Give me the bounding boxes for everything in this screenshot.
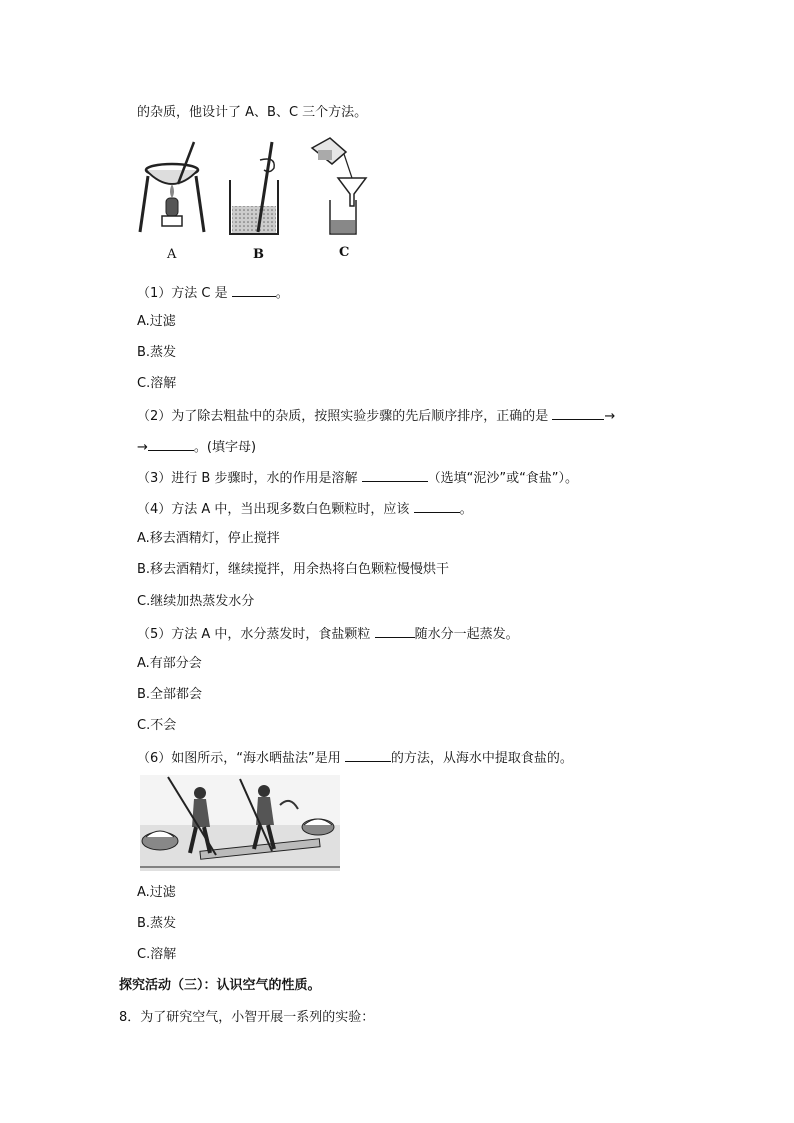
q5-suffix: 随水分一起蒸发。 <box>414 627 519 642</box>
q6-suffix: 的方法，从海水中提取食盐的。 <box>390 751 573 766</box>
q4-text <box>137 499 473 519</box>
question-8-text: 8．为了研究空气，小智开展一系列的实验： <box>119 1010 375 1025</box>
svg-text:B: B <box>253 247 264 262</box>
q1-option-a[interactable]: A.过滤 <box>137 314 176 329</box>
q2-prefix: （2）为了除去粗盐中的杂质，按照实验步骤的先后顺序排序，正确的是 <box>137 409 553 424</box>
q4-option-c[interactable]: C.继续加热蒸发水分 <box>137 594 255 609</box>
q1-option-c[interactable]: C.溶解 <box>137 376 177 391</box>
q6-option-a[interactable]: A.过滤 <box>137 885 176 900</box>
evaporation-apparatus-label <box>165 245 181 261</box>
q5-option-a[interactable]: A.有部分会 <box>137 656 202 671</box>
q2-suffix: 。(填字母) <box>193 440 257 455</box>
filtering-apparatus-figure <box>308 138 374 238</box>
q2-answer-blank-1[interactable] <box>552 406 604 420</box>
dissolving-apparatus-label <box>251 245 267 261</box>
q3-answer-blank[interactable] <box>362 468 428 482</box>
svg-text:A: A <box>167 247 177 262</box>
q6-option-c[interactable]: C.溶解 <box>137 947 177 962</box>
q6-answer-blank[interactable] <box>345 748 391 762</box>
q5-option-b[interactable]: B.全部都会 <box>137 687 203 702</box>
q3-text <box>137 468 578 488</box>
q1-text <box>137 283 289 303</box>
q6-option-b[interactable]: B.蒸发 <box>137 916 177 931</box>
sea-salt-drying-illustration <box>140 775 340 871</box>
q6-prefix: （6）如图所示，“海水晒盐法”是用 <box>137 751 345 766</box>
q4-answer-blank[interactable] <box>414 499 460 513</box>
q4-option-a[interactable]: A.移去酒精灯，停止搅拌 <box>137 531 280 546</box>
q2-answer-blank-2[interactable] <box>148 437 194 451</box>
q1-suffix: 。 <box>275 286 289 301</box>
q2-arrow-2: → <box>137 440 148 455</box>
q3-suffix: （选填“泥沙”或“食盐”）。 <box>427 471 579 486</box>
section-title: 探究活动（三）：认识空气的性质。 <box>119 978 321 993</box>
evaporation-apparatus-figure <box>138 140 208 240</box>
q2-line2 <box>137 437 256 457</box>
q3-prefix: （3）进行 B 步骤时，水的作用是溶解 <box>137 471 362 486</box>
q2-line1 <box>137 406 615 426</box>
q1-option-b[interactable]: B.蒸发 <box>137 345 177 360</box>
intro-text: 的杂质，他设计了 A、B、C 三个方法。 <box>137 105 368 120</box>
filtering-apparatus-label <box>337 243 353 259</box>
q5-option-c[interactable]: C.不会 <box>137 718 177 733</box>
svg-text:C: C <box>339 245 350 260</box>
q1-answer-blank[interactable] <box>232 283 276 297</box>
q4-suffix: 。 <box>459 502 473 517</box>
dissolving-apparatus-figure <box>226 140 286 240</box>
q4-option-b[interactable]: B.移去酒精灯，继续搅拌，用余热将白色颗粒慢慢烘干 <box>137 562 450 577</box>
q5-prefix: （5）方法 A 中，水分蒸发时，食盐颗粒 <box>137 627 375 642</box>
q1-prefix: （1）方法 C 是 <box>137 286 232 301</box>
q6-text <box>137 748 573 768</box>
q5-answer-blank[interactable] <box>375 624 415 638</box>
q2-arrow-1: → <box>604 409 616 424</box>
q4-prefix: （4）方法 A 中，当出现多数白色颗粒时，应该 <box>137 502 414 517</box>
q5-text <box>137 624 519 644</box>
